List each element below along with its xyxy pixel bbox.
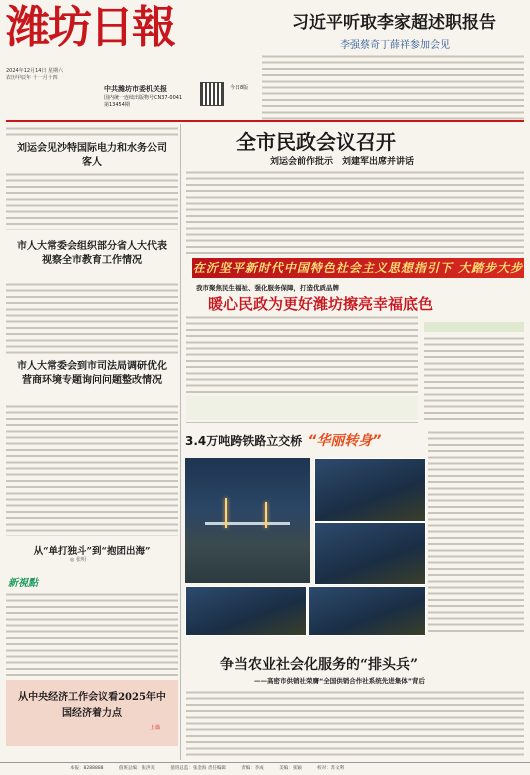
- column-logo: 新視點: [8, 578, 38, 589]
- header-divider: [6, 120, 524, 122]
- photo-headline-small: 3.4万吨跨铁路立交桥: [185, 434, 303, 448]
- date: 2024年12月14日 星期六: [6, 68, 64, 74]
- photo-thumb-2: [314, 522, 426, 585]
- footer-item-1: 值班总编：张洪炎: [118, 766, 155, 771]
- left-headline-2: 市人大常委会组织部分省人大代表视察全市教育工作情况: [17, 241, 167, 266]
- light-1: [225, 498, 227, 528]
- quote-box: [186, 396, 418, 420]
- photo-headline-wrap: [185, 430, 424, 458]
- center-headline-1: 全市民政会议召开: [236, 130, 396, 154]
- left-byline-4: ◎ 张明: [70, 557, 86, 563]
- photo-headline-big: “华丽转身”: [307, 433, 382, 449]
- left-body-3: [6, 404, 178, 536]
- top-story-subtitle: 李强蔡奇丁薛祥参加会见: [340, 40, 450, 51]
- center-pre-headline-2: 我市聚焦民生福祉、强化服务保障，打造优质品牌: [196, 284, 339, 292]
- left-body-4: [6, 592, 178, 678]
- left-headline-5: 从中央经济工作会议看2025年中国经济着力点: [18, 692, 166, 719]
- footer-item-5: 校对：苏文利: [317, 766, 345, 771]
- center-headline-4: 争当农业社会化服务的“排头兵”: [220, 657, 419, 673]
- center-headline-1-sub: 刘运会前作批示 刘建军出席并讲话: [270, 157, 415, 167]
- photo-thumb-1: [314, 458, 426, 522]
- masthead-logo: 潍坊日報: [6, 2, 174, 53]
- cn-number: 国内统一连续出版物号CN37-0041: [104, 95, 183, 101]
- theme-banner: 在沂坚平新时代中国特色社会主义思想指引下 大踏步大步: [192, 258, 524, 278]
- left-headline-3: 市人大常委会到市司法局调研优化营商环境专题询问问题整改情况: [17, 361, 167, 386]
- photo-thumb-4: [308, 586, 426, 636]
- lunar-date: 农历甲辰年 十一月十四: [6, 75, 58, 81]
- footer-item-3: 责编：李成: [241, 766, 264, 771]
- photo-thumb-3: [185, 586, 307, 636]
- left-body-0: [6, 126, 178, 140]
- footer-item-0: 本报：8288888: [70, 766, 104, 771]
- sidebar-tag: [424, 322, 524, 332]
- left-headline-4: 从“单打独斗”到“抱团出海”: [33, 546, 151, 557]
- qr-code-icon: [200, 82, 224, 106]
- publisher-name: 中共潍坊市委机关报: [104, 85, 167, 93]
- center-body-1: [186, 170, 524, 254]
- page-footer: [0, 762, 530, 775]
- photo-caption-body: [428, 430, 524, 634]
- left-body-2: [6, 282, 178, 356]
- footer-item-2: 值班总监：张金海 责任编辑: [170, 766, 226, 771]
- column-rule: [180, 124, 181, 760]
- night-bridge-photo: [185, 458, 310, 583]
- top-story-body: [262, 54, 524, 120]
- left-headline-1: 刘运会见沙特国际电力和水务公司客人: [17, 143, 167, 168]
- light-2: [265, 502, 267, 528]
- center-side-body: [424, 336, 524, 424]
- top-story-title: 习近平听取李家超述职报告: [292, 13, 496, 33]
- center-body-4: [186, 690, 524, 758]
- pub-date: [6, 68, 126, 82]
- center-headline-2: 暖心民政为更好潍坊擦亮幸福底色: [208, 295, 434, 313]
- center-headline-4-sub: ——高密市供销社荣膺“全国供销合作社系统先进集体”背后: [254, 677, 426, 685]
- left-body-1: [6, 172, 178, 230]
- left-headline-5-tag: 上篇: [150, 725, 161, 731]
- page-count: 今日8版: [230, 85, 249, 91]
- bridge-deck: [205, 522, 290, 525]
- footer-item-4: 美编：张颖: [279, 766, 302, 771]
- issue-number: 第13454期: [104, 102, 130, 108]
